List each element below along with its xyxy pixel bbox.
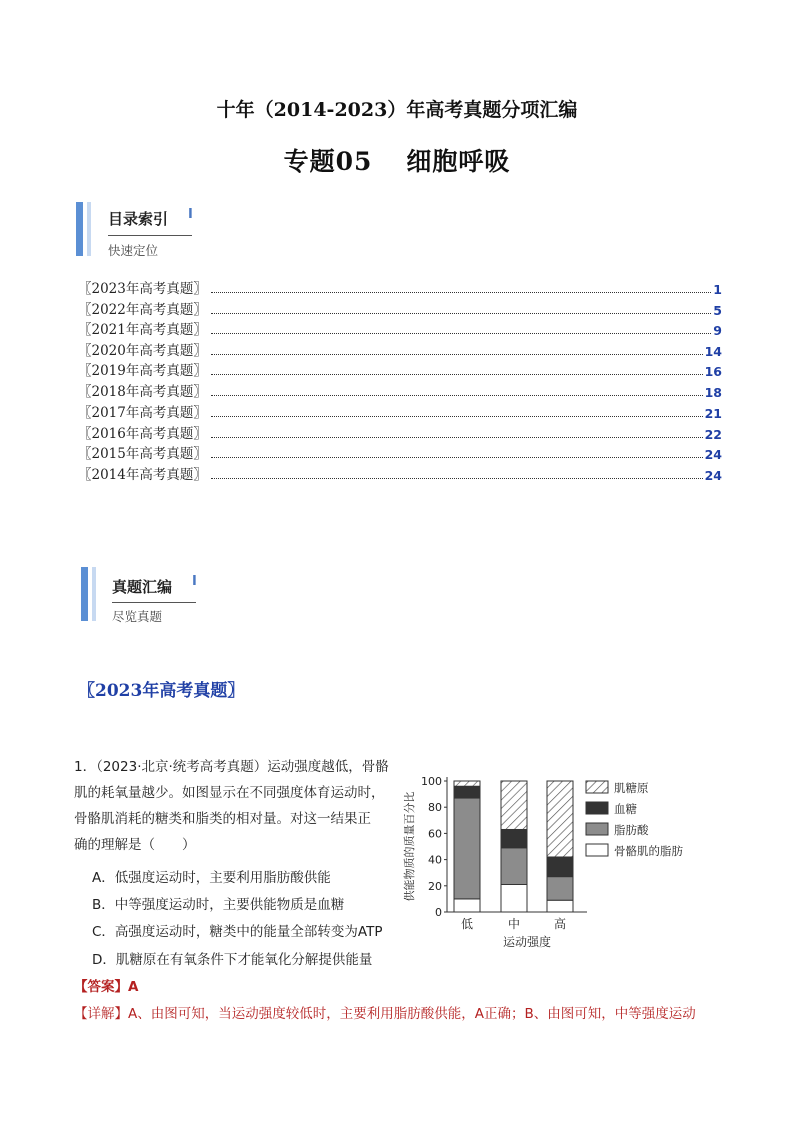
toc-item[interactable] [78, 277, 722, 297]
y-tick-label: 40 [428, 853, 442, 867]
toc-leader-dots [211, 436, 703, 438]
option-c[interactable]: C．高强度运动时，糖类中的能量全部转变为ATP [92, 924, 383, 940]
x-tick-label: 中 [507, 917, 521, 931]
bar-segment [547, 781, 573, 857]
option-b[interactable]: B．中等强度运动时，主要供能物质是血糖 [92, 897, 345, 913]
toc-section-rule [108, 235, 192, 236]
toc-item-label: 〖2017年高考真题〗 [78, 405, 207, 421]
toc-item-label: 〖2022年高考真题〗 [78, 302, 207, 318]
legend-swatch [586, 781, 608, 793]
toc-item-page: 18 [704, 385, 722, 400]
y-axis-label: 供能物质的质量百分比 [403, 791, 416, 902]
bar-segment [454, 786, 480, 798]
question-line: 肌的耗氧量越少。如图显示在不同强度体育运动时， [74, 785, 385, 801]
bar-segment [501, 848, 527, 885]
bar-segment [454, 899, 480, 912]
toc-leader-dots [211, 373, 703, 375]
y-tick-label: 100 [421, 775, 442, 788]
toc-leader-dots [211, 477, 703, 479]
section-accent-bar-light [92, 567, 96, 621]
toc-item-label: 〖2018年高考真题〗 [78, 384, 207, 400]
energy-source-chart [400, 765, 730, 955]
toc-item-label: 〖2023年高考真题〗 [78, 281, 207, 297]
toc-item-label: 〖2020年高考真题〗 [78, 343, 207, 359]
y-tick-label: 80 [428, 801, 442, 815]
x-tick-label: 低 [460, 917, 474, 931]
question-line: 确的理解是（ ） [74, 837, 196, 853]
toc-leader-dots [211, 456, 703, 458]
toc-section-tick: I [188, 207, 193, 222]
topic-number: 专题05 [283, 147, 373, 176]
bar-segment [547, 877, 573, 901]
section-accent-bar [81, 567, 88, 621]
legend-swatch [586, 844, 608, 856]
toc-item-page: 21 [704, 406, 722, 421]
toc-item[interactable] [78, 442, 722, 462]
exam-section-subtitle: 尽览真题 [112, 609, 163, 624]
toc-item-label: 〖2019年高考真题〗 [78, 363, 207, 379]
toc-item[interactable] [78, 380, 722, 400]
toc-section-title: 目录索引 [108, 210, 169, 228]
toc-item[interactable] [78, 298, 722, 318]
toc-item[interactable] [78, 318, 722, 338]
legend-swatch [586, 823, 608, 835]
answer-detail: 【详解】A、由图可知，当运动强度较低时，主要利用脂肪酸供能，A正确；B、由图可知，中等强度运动 [74, 1006, 696, 1022]
bar-segment [501, 829, 527, 847]
toc-item-page: 24 [704, 468, 722, 483]
toc-leader-dots [211, 291, 711, 293]
document-title: 十年（2014-2023）年高考真题分项汇编 [216, 99, 578, 121]
x-axis-label: 运动强度 [502, 935, 552, 949]
bar-segment [454, 781, 480, 786]
answer-label: 【答案】A [74, 979, 139, 995]
toc-item-label: 〖2021年高考真题〗 [78, 322, 207, 338]
toc-leader-dots [211, 353, 703, 355]
toc-leader-dots [211, 332, 711, 334]
toc-item-page: 1 [713, 282, 722, 297]
y-tick-label: 0 [435, 906, 442, 919]
x-tick-label: 高 [553, 917, 567, 931]
year-heading: 〖2023年高考真题〗 [78, 681, 245, 701]
option-d[interactable]: D．肌糖原在有氧条件下才能氧化分解提供能量 [92, 952, 373, 968]
toc-item-page: 5 [713, 303, 722, 318]
chart-legend [586, 781, 683, 858]
topic-name: 细胞呼吸 [406, 147, 511, 176]
toc-leader-dots [211, 312, 711, 314]
toc-item-page: 9 [713, 323, 722, 338]
legend-label: 骨骼肌的脂肪 [614, 844, 683, 858]
toc-item-label: 〖2016年高考真题〗 [78, 426, 207, 442]
option-a[interactable]: A．低强度运动时，主要利用脂肪酸供能 [92, 870, 331, 886]
chart-bars [454, 781, 573, 912]
toc-item-page: 14 [704, 344, 722, 359]
toc-item[interactable] [78, 359, 722, 379]
exam-section-title: 真题汇编 [112, 578, 173, 596]
exam-section-tick: I [192, 574, 197, 589]
exam-section-rule [112, 602, 196, 603]
toc-item-label: 〖2015年高考真题〗 [78, 446, 207, 462]
question-line: 1．（2023·北京·统考高考真题）运动强度越低，骨骼 [74, 759, 389, 775]
bar-segment [501, 781, 527, 829]
bar-segment [547, 900, 573, 912]
legend-label: 脂肪酸 [614, 823, 649, 837]
toc-item[interactable] [78, 339, 722, 359]
toc-item-page: 16 [704, 364, 722, 379]
y-tick-label: 20 [428, 879, 442, 893]
toc-leader-dots [211, 415, 703, 417]
section-accent-bar-light [87, 202, 91, 256]
toc-leader-dots [211, 394, 703, 396]
toc-item[interactable] [78, 401, 722, 421]
bar-segment [501, 884, 527, 912]
bar-segment [547, 857, 573, 877]
legend-label: 肌糖原 [614, 781, 649, 795]
question-line: 骨骼肌消耗的糖类和脂类的相对量。对这一结果正 [74, 811, 371, 827]
topic-title [0, 142, 794, 178]
legend-swatch [586, 802, 608, 814]
bar-segment [454, 798, 480, 899]
toc-item-label: 〖2014年高考真题〗 [78, 467, 207, 483]
toc-item-page: 22 [704, 427, 722, 442]
toc-item-page: 24 [704, 447, 722, 462]
y-tick-label: 60 [428, 827, 442, 841]
toc-item[interactable] [78, 422, 722, 442]
legend-label: 血糖 [614, 802, 637, 816]
section-accent-bar [76, 202, 83, 256]
question-stem [74, 754, 394, 858]
toc-section-subtitle: 快速定位 [108, 243, 159, 258]
toc-item[interactable] [78, 463, 722, 483]
